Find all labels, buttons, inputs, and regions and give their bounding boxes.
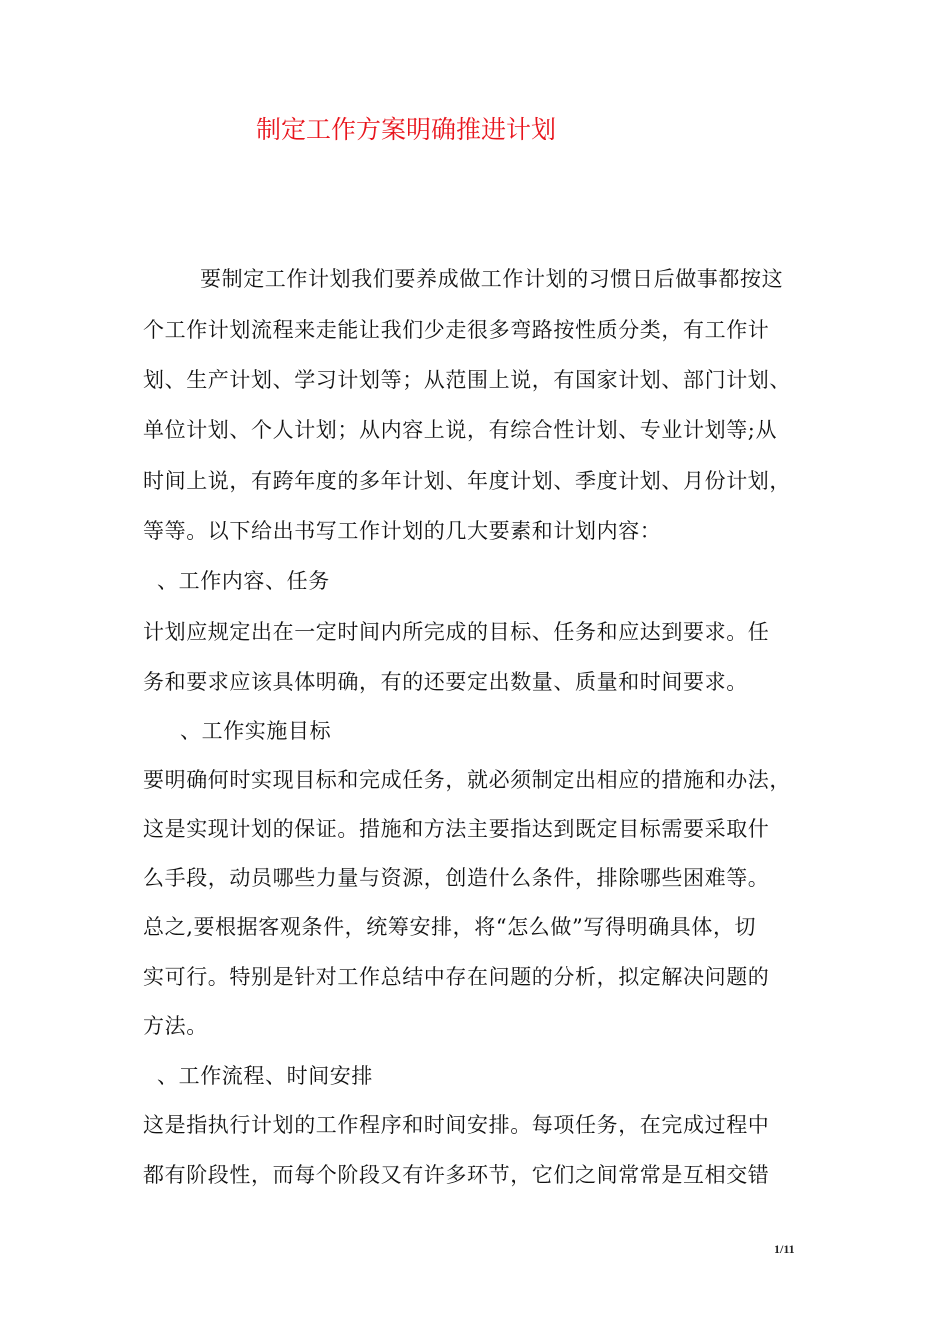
paragraph-line: 务和要求应该具体明确，有的还要定出数量、质量和时间要求。 xyxy=(143,670,748,694)
paragraph-line: 实可行。特别是针对工作总结中存在问题的分析，拟定解决问题的 xyxy=(143,965,770,989)
paragraph-line: 这是指执行计划的工作程序和时间安排。每项任务，在完成过程中 xyxy=(143,1113,770,1137)
paragraph-line: 计划应规定出在一定时间内所完成的目标、任务和应达到要求。任 xyxy=(143,620,770,644)
page-number: 1/11 xyxy=(774,1242,795,1256)
document-title: 制定工作方案明确推进计划 xyxy=(256,115,557,144)
paragraph-line: 时间上说，有跨年度的多年计划、年度计划、季度计划、月份计划， xyxy=(143,469,791,493)
section-heading: 、工作内容、任务 xyxy=(157,569,330,593)
paragraph-line: 要明确何时实现目标和完成任务，就必须制定出相应的措施和办法， xyxy=(143,768,791,792)
section-heading: 、工作实施目标 xyxy=(180,719,332,743)
paragraph-line: 方法。 xyxy=(143,1014,208,1038)
paragraph-line: 单位计划、个人计划；从内容上说，有综合性计划、专业计划等;从 xyxy=(143,418,778,442)
paragraph-line: 等等。以下给出书写工作计划的几大要素和计划内容： xyxy=(143,519,662,543)
paragraph-line: 这是实现计划的保证。措施和方法主要指达到既定目标需要采取什 xyxy=(143,817,770,841)
paragraph-line: 个工作计划流程来走能让我们少走很多弯路按性质分类，有工作计 xyxy=(143,318,770,342)
paragraph-line: 总之,要根据客观条件，统筹安排，将“怎么做”写得明确具体，切 xyxy=(143,915,757,939)
paragraph-line: 都有阶段性，而每个阶段又有许多环节，它们之间常常是互相交错 xyxy=(143,1163,770,1187)
section-heading: 、工作流程、时间安排 xyxy=(157,1064,373,1088)
paragraph-line: 么手段，动员哪些力量与资源，创造什么条件，排除哪些困难等。 xyxy=(143,866,770,890)
paragraph-line: 划、生产计划、学习计划等；从范围上说，有国家计划、部门计划、 xyxy=(143,368,791,392)
paragraph-line: 要制定工作计划我们要养成做工作计划的习惯日后做事都按这 xyxy=(200,267,784,291)
